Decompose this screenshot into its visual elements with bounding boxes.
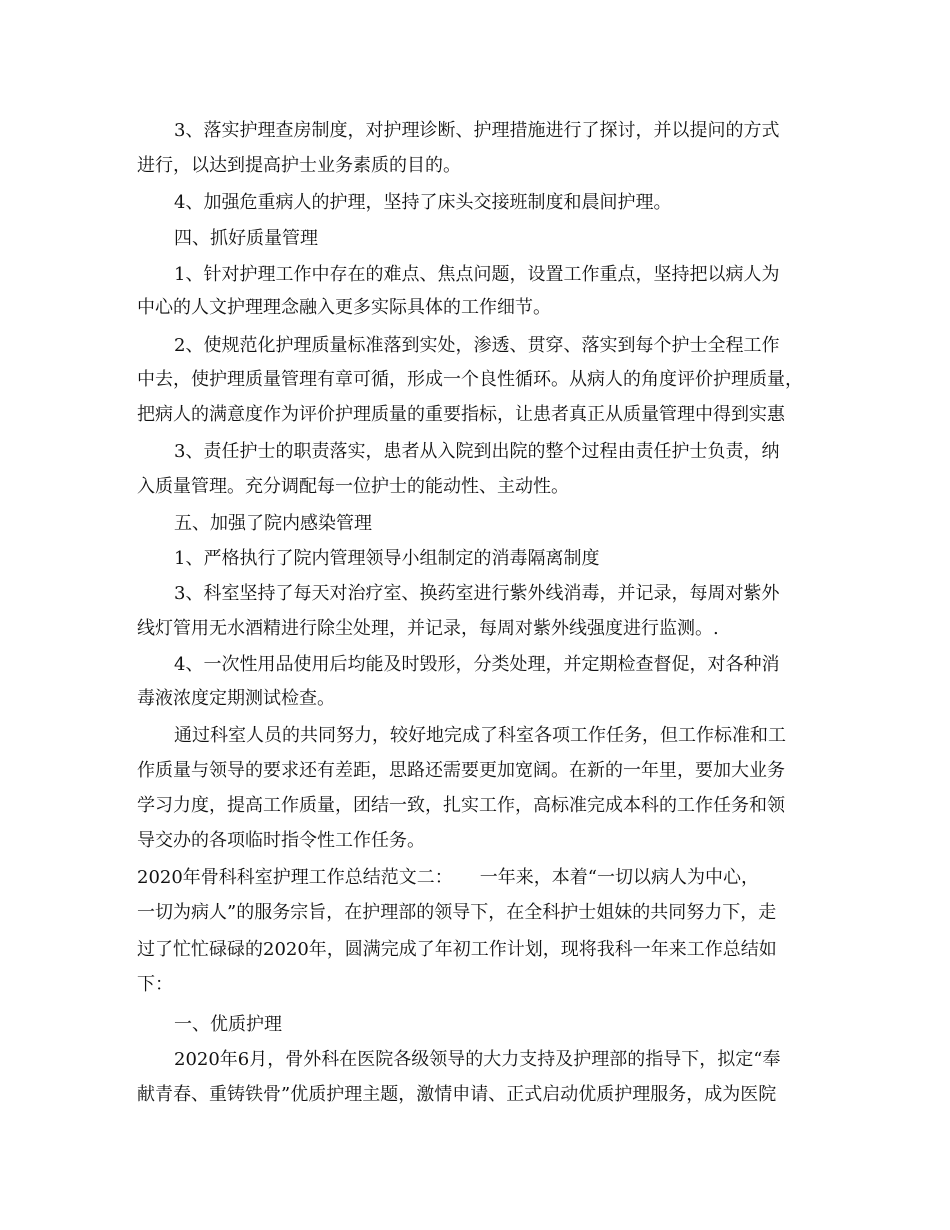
text-line: 进行，以达到提高护士业务素质的目的。 (137, 155, 461, 176)
text-line: 下： (137, 974, 173, 995)
text-line: 4、加强危重病人的护理，坚持了床头交接班制度和晨间护理。 (174, 192, 672, 213)
text-line: 通过科室人员的共同努力，较好地完成了科室各项工作任务，但工作标准和工 (174, 725, 786, 746)
text-line: 1、严格执行了院内管理领导小组制定的消毒隔离制度 (174, 548, 600, 569)
text-line: 中去，使护理质量管理有章可循，形成一个良性循环。从病人的角度评价护理质量， (137, 369, 803, 390)
text-line: 2020年6月，骨外科在医院各级领导的大力支持及护理部的指导下，拟定“奉 (174, 1049, 781, 1070)
text-line: 一切为病人”的服务宗旨，在护理部的领导下，在全科护士姐妹的共同努力下，走 (137, 902, 777, 923)
text-line: 献青春、重铸铁骨”优质护理主题，激情申请、正式启动优质护理服务，成为医院 (137, 1084, 777, 1105)
text-line: 线灯管用无水酒精进行除尘处理，并记录，每周对紫外线强度进行监测。. (137, 618, 719, 639)
text-line: 3、落实护理查房制度，对护理诊断、护理措施进行了探讨，并以提问的方式 (174, 120, 780, 141)
text-line: 作质量与领导的要求还有差距，思路还需要更加宽阔。在新的一年里，要加大业务 (137, 760, 785, 781)
text-line: 入质量管理。充分调配每一位护士的能动性、主动性。 (137, 476, 569, 497)
text-line: 中心的人文护理理念融入更多实际具体的工作细节。 (137, 297, 551, 318)
text-line: 3、科室坚持了每天对治疗室、换药室进行紫外线消毒，并记录，每周对紫外 (174, 583, 780, 604)
text-line: 2、使规范化护理质量标准落到实处，渗透、贯穿、落实到每个护士全程工作 (174, 335, 780, 356)
text-line: 导交办的各项临时指令性工作任务。 (137, 830, 425, 851)
text-line: 毒液浓度定期测试检查。 (137, 688, 335, 709)
text-line: 2020年骨科科室护理工作总结范文二： 一年来，本着“一切以病人为中心， (137, 867, 760, 888)
section-heading: 五、加强了院内感染管理 (174, 513, 372, 534)
text-line: 4、一次性用品使用后均能及时毁形，分类处理，并定期检查督促，对各种消 (174, 654, 780, 675)
section-heading: 一、优质护理 (174, 1014, 282, 1035)
text-line: 3、责任护士的职责落实，患者从入院到出院的整个过程由责任护士负责，纳 (174, 441, 780, 462)
section-heading: 四、抓好质量管理 (174, 228, 318, 249)
text-line: 过了忙忙碌碌的2020年，圆满完成了年初工作计划，现将我科一年来工作总结如 (137, 939, 777, 960)
text-line: 学习力度，提高工作质量，团结一致，扎实工作，高标准完成本科的工作任务和领 (137, 795, 785, 816)
text-line: 把病人的满意度作为评价护理质量的重要指标，让患者真正从质量管理中得到实惠 (137, 404, 785, 425)
text-line: 1、针对护理工作中存在的难点、焦点问题，设置工作重点，坚持把以病人为 (174, 264, 780, 285)
